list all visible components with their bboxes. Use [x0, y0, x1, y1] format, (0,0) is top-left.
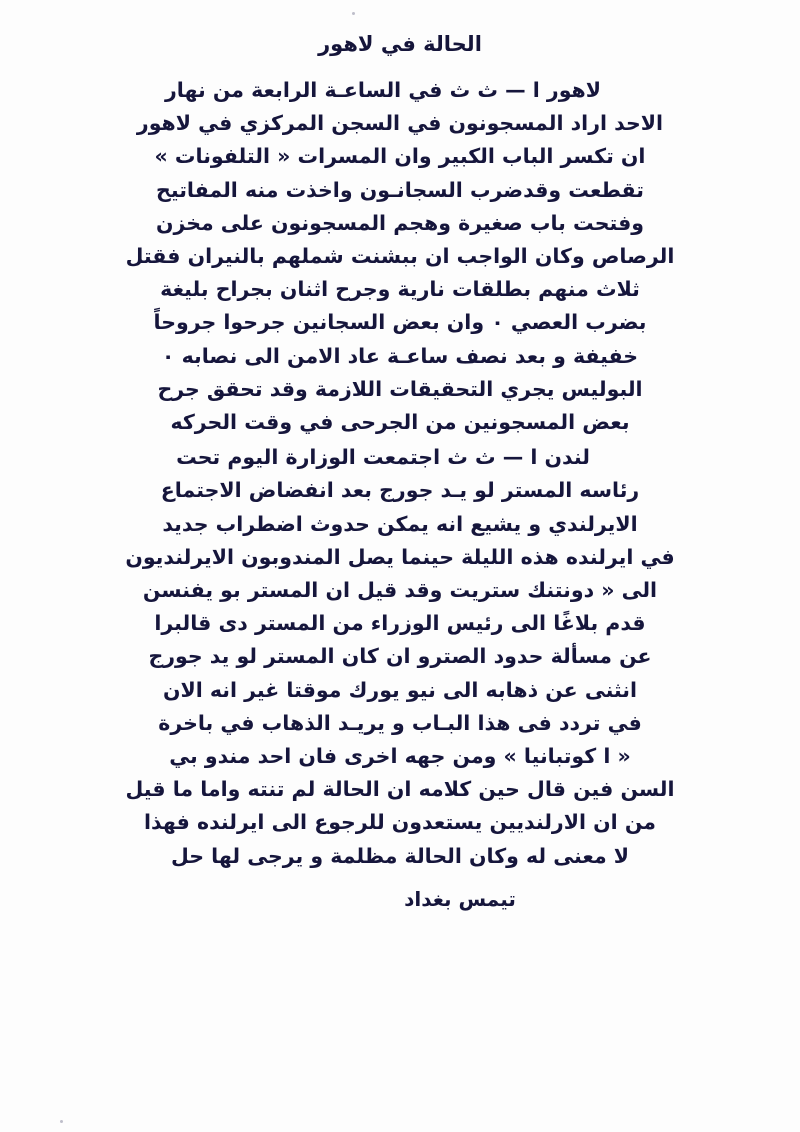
text-line: بضرب العصي ٠ وان بعض السجانين جرحوا جروحاً — [153, 310, 647, 335]
document-signature: تيمس بغداد — [404, 886, 516, 911]
paragraph-lahore-report — [70, 74, 730, 439]
text-line: عن مسألة حدود الصترو ان كان المستر لو يد جورج — [148, 644, 652, 669]
text-line: رئاسه المستر لو يـد جورج بعد انفضاض الاجتماع — [160, 478, 640, 503]
text-line: خفيفة و بعد نصف ساعـة عاد الامن الى نصابه ٠ — [161, 343, 639, 368]
text-line: ان تكسر الباب الكبير وان المسرات « التلفونات » — [154, 144, 646, 169]
text-line: لندن ا — ث ث اجتمعت الوزارة اليوم تحت — [176, 445, 590, 470]
paragraph-london-report — [70, 441, 730, 873]
text-line: في ايرلنده هذه الليلة حينما يصل المندوبون الايرلنديون — [125, 544, 675, 569]
text-line: الرصاص وكان الواجب ان ببشنت شملهم بالنيران فقتل — [125, 244, 675, 269]
page-speck — [60, 1120, 63, 1123]
text-line: من ان الارلنديين يستعدون للرجوع الى ايرلنده فهذا — [144, 810, 656, 835]
text-line: الاحد اراد المسجونون في السجن المركزي في لاهور — [136, 111, 664, 136]
text-line: في تردد فى هذا البـاب و يريـد الذهاب في باخرة — [158, 710, 642, 735]
text-line: ثلاث منهم بطلقات نارية وجرح اثنان بجراح بليغة — [160, 277, 640, 302]
text-line: لا معنى له وكان الحالة مظلمة و يرجى لها حل — [170, 843, 630, 868]
text-line: « ا كوتبانيا » ومن جهه اخرى فان احد مندو بي — [169, 744, 631, 769]
text-line: بعض المسجونين من الجرحى في وقت الحركه — [170, 410, 630, 435]
document-body — [70, 74, 730, 915]
text-line: قدم بلاغًا الى رئيس الوزراء من المستر دى قالبرا — [154, 611, 646, 636]
text-line: الايرلندي و يشيع انه يمكن حدوث اضطراب جديد — [162, 511, 638, 536]
text-line: لاهور ا — ث ث في الساعـة الرابعة من نهار — [164, 78, 602, 102]
text-line: الى « دونتنك ستريت وقد قيل ان المستر بو يفنسن — [142, 578, 658, 603]
page-speck — [352, 12, 355, 15]
text-line: السن فين قال حين كلامه ان الحالة لم تنته واما ما قيل — [125, 777, 675, 802]
text-line: وفتحت باب صغيرة وهجم المسجونون على مخزن — [155, 210, 645, 235]
page-title: الحالة في لاهور — [318, 32, 482, 56]
text-line: تقطعت وقدضرب السجانـون واخذت منه المفاتيح — [156, 177, 644, 202]
text-line: البوليس يجري التحقيقات اللازمة وقد تحقق جرح — [157, 376, 643, 401]
text-line: انثنى عن ذهابه الى نيو يورك موقتا غير انه الان — [162, 677, 638, 702]
